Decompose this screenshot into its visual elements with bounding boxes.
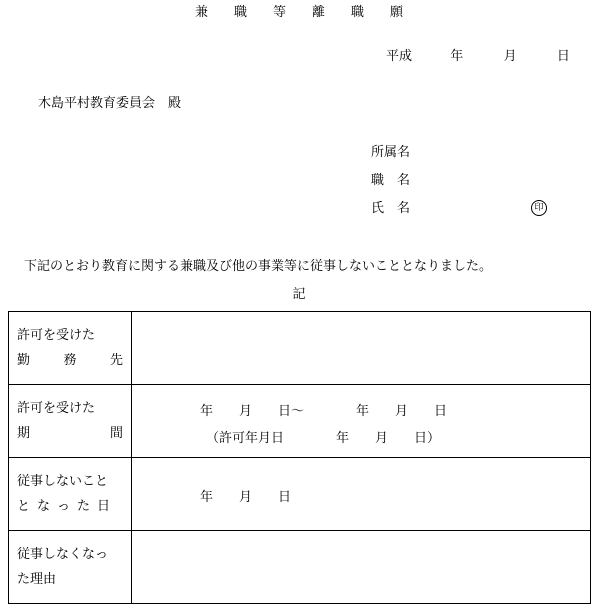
label-char: 先 (109, 353, 123, 368)
table-row (9, 458, 591, 531)
table-row (9, 312, 591, 385)
document-title: 兼職等離職願 (194, 5, 429, 20)
label-line: となった日 (17, 499, 118, 514)
position-label: 職 名 (371, 173, 411, 188)
label-char: 務 (63, 353, 77, 368)
label-line (17, 348, 131, 373)
addressee: 木島平村教育委員会 殿 (38, 96, 182, 111)
ki-heading: 記 (292, 287, 306, 302)
date-era: 平成 (386, 49, 413, 64)
period-range: 年 月 日～ 年 月 日 (200, 404, 448, 419)
table-row (9, 531, 591, 604)
label-char: 勤 (17, 353, 31, 368)
label-line: 許可を受けた (17, 401, 96, 416)
date-year-unit: 年 (450, 49, 464, 64)
row-label-period (9, 385, 132, 458)
date-month-unit: 月 (503, 49, 517, 64)
label-line: 従事しないこと (17, 474, 109, 489)
row-label-reason (9, 531, 132, 604)
form-table (8, 311, 591, 604)
row-label-end-date (9, 458, 132, 531)
row-value-reason[interactable] (132, 531, 591, 604)
permission-date: （許可年月日 年 月 日） (206, 431, 441, 446)
affiliation-label: 所属名 (371, 145, 411, 160)
label-line (17, 323, 131, 348)
date-line (386, 49, 570, 65)
label-line: 期 間 (17, 426, 123, 441)
label-line: た理由 (17, 572, 57, 587)
row-value-end-date[interactable] (132, 458, 591, 531)
table-row (9, 385, 591, 458)
date-day-unit: 日 (556, 49, 570, 64)
row-label-workplace (9, 312, 132, 385)
seal-mark: 印 (531, 200, 547, 216)
label-line: 従事しなくなっ (17, 547, 109, 562)
label-text: 許可を受けた (17, 328, 96, 343)
statement-text: 下記のとおり教育に関する兼職及び他の事業等に従事しないこととなりました。 (24, 259, 493, 274)
name-label: 氏 名 (371, 201, 411, 216)
row-value-period[interactable] (132, 385, 591, 458)
end-date: 年 月 日 (200, 490, 292, 505)
row-value-workplace[interactable] (132, 312, 591, 385)
